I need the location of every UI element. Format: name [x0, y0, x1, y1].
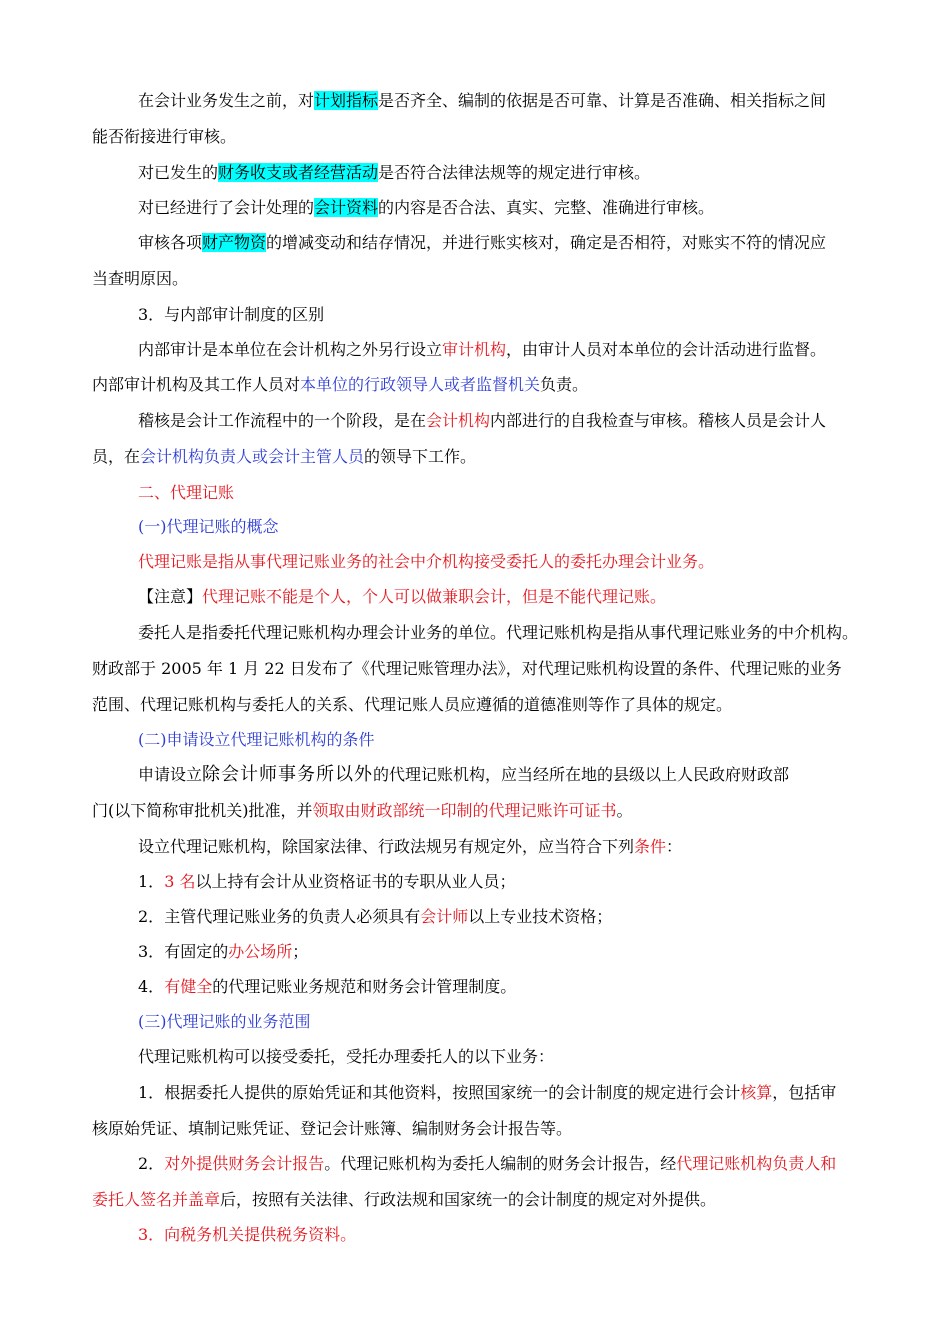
subheading-conditions: (二)申请设立代理记账机构的条件 [138, 730, 375, 749]
text: 员，在 [92, 447, 141, 466]
red-term: 委托人签名并盖章 [92, 1190, 221, 1209]
text: 是否符合法律法规等的规定进行审核。 [378, 163, 651, 182]
red-term: 办公场所 [228, 942, 293, 961]
red-term: 条件 [634, 837, 667, 856]
text: 负责。 [540, 375, 589, 394]
business-scope-intro: 代理记账机构可以接受委托，受托办理委托人的以下业务： [138, 1047, 555, 1066]
note-text: 代理记账不能是个人，个人可以做兼职会计，但是不能代理记账。 [202, 587, 667, 606]
text: ； [292, 942, 309, 961]
red-term: 对外提供财务会计报告 [164, 1154, 325, 1173]
text: 审核各项 [138, 233, 203, 252]
text: ，由审计人员对本单位的会计活动进行监督。 [506, 340, 827, 359]
internal-audit-para [138, 333, 882, 367]
heading-internal-audit-diff: 3．与内部审计制度的区别 [138, 305, 325, 324]
red-term: 审计机构 [442, 340, 507, 359]
condition-item-2 [138, 900, 882, 934]
review-property-materials-cont [92, 262, 882, 296]
red-term: 领取由财政部统一印制的代理记账许可证书 [312, 801, 617, 820]
text: 的领导下工作。 [364, 447, 477, 466]
client-definition-line3: 范围、代理记账机构与委托人的关系、代理记账人员应遵循的道德准则等作了具体的规定。 [92, 695, 733, 714]
review-plan-indicators-cont [92, 120, 882, 154]
business-item-2-cont [92, 1183, 882, 1217]
text: 是否齐全、编制的依据是否可靠、计算是否准确、相关指标之间 [378, 91, 827, 110]
audit-check-para [138, 404, 882, 438]
highlighted-term: 财务收支或者经营活动 [218, 163, 379, 182]
definition-line: 代理记账是指从事代理记账业务的社会中介机构接受委托人的委托办理会计业务。 [138, 552, 715, 571]
subheading-concept: (一)代理记账的概念 [138, 517, 279, 536]
business-item-2 [138, 1147, 882, 1181]
text: 后，按照有关法律、行政法规和国家统一的会计制度的规定对外提供。 [220, 1190, 717, 1209]
text: 内部审计是本单位在会计机构之外另行设立 [138, 340, 443, 359]
text: 的代理记账业务规范和财务会计管理制度。 [212, 977, 517, 996]
review-property-materials [138, 226, 882, 260]
conditions-intro [138, 830, 882, 864]
application-para [138, 758, 882, 792]
text: ： [666, 837, 683, 856]
business-item-1 [138, 1076, 882, 1110]
text: 内部审计机构及其工作人员对 [92, 375, 301, 394]
text: 当查明原因。 [92, 269, 189, 288]
highlighted-term: 会计资料 [314, 198, 379, 217]
text: 以上持有会计从业资格证书的专职从业人员； [195, 872, 516, 891]
heading-agency-bookkeeping: 二、代理记账 [138, 483, 235, 502]
blue-term: 会计机构负责人或会计主管人员 [140, 447, 365, 466]
text: 根据委托人提供的原始凭证和其他资料，按照国家统一的会计制度的规定进行会计 [164, 1083, 741, 1102]
subheading-business-scope: (三)代理记账的业务范围 [138, 1012, 311, 1031]
note-label: 【注意】 [138, 587, 203, 606]
item-number: 4． [138, 977, 165, 996]
text: 对已经进行了会计处理的 [138, 198, 315, 217]
text: 内部进行的自我检查与审核。稽核人员是会计人 [490, 411, 827, 430]
text: 门(以下简称审批机关)批准，并 [92, 801, 313, 820]
text: 的内容是否合法、真实、完整、准确进行审核。 [378, 198, 715, 217]
text: 。 [616, 801, 633, 820]
text: 以上专业技术资格； [468, 907, 613, 926]
item-number: 2． [138, 1154, 165, 1173]
item-number: 1． [138, 1083, 165, 1102]
business-item-1-cont: 核原始凭证、填制记账凭证、登记会计账簿、编制财务会计报告等。 [92, 1119, 573, 1138]
text: 主管代理记账业务的负责人必须具有 [164, 907, 421, 926]
red-term: 核算 [740, 1083, 773, 1102]
text: 设立代理记账机构，除国家法律、行政法规另有规定外，应当符合下列 [138, 837, 635, 856]
red-term: 3 名 [164, 872, 196, 891]
client-definition-line1: 委托人是指委托代理记账机构办理会计业务的单位。代理记账机构是指从事代理记账业务的中介机构。 [138, 623, 859, 642]
application-para-cont [92, 794, 882, 828]
text: 能否衔接进行审核。 [92, 127, 237, 146]
red-term: 会计机构 [426, 411, 491, 430]
highlighted-term: 计划指标 [314, 91, 379, 110]
note-line [138, 580, 882, 614]
review-income-expense [138, 156, 882, 190]
text: 在会计业务发生之前，对 [138, 91, 315, 110]
red-term: 有健全 [164, 977, 213, 996]
item-number: 3． [138, 942, 165, 961]
item-number: 1． [138, 872, 165, 891]
review-plan-indicators [138, 84, 882, 118]
emphasized-term: 除会计师事务所以外 [202, 764, 374, 785]
review-accounting-data [138, 191, 882, 225]
condition-item-4 [138, 970, 882, 1004]
business-item-3: 3．向税务机关提供税务资料。 [138, 1225, 357, 1244]
item-number: 2． [138, 907, 165, 926]
text: 稽核是会计工作流程中的一个阶段，是在 [138, 411, 427, 430]
client-definition-line2: 财政部于 2005 年 1 月 22 日发布了《代理记账管理办法》，对代理记账机构设置的条件、代理记账的业务 [92, 659, 842, 678]
condition-item-1 [138, 865, 882, 899]
text: 的代理记账机构，应当经所在地的县级以上人民政府财政部 [373, 765, 790, 784]
audit-check-para-cont [92, 440, 882, 474]
text: 。代理记账机构为委托人编制的财务会计报告，经 [324, 1154, 677, 1173]
red-term: 代理记账机构负责人和 [676, 1154, 837, 1173]
text: 申请设立 [138, 765, 203, 784]
red-term: 会计师 [420, 907, 469, 926]
condition-item-3 [138, 935, 882, 969]
text: ，包括审 [772, 1083, 837, 1102]
internal-audit-para-cont [92, 368, 882, 402]
blue-term: 本单位的行政领导人或者监督机关 [300, 375, 541, 394]
text: 有固定的 [164, 942, 229, 961]
highlighted-term: 财产物资 [202, 233, 267, 252]
text: 的增减变动和结存情况，并进行账实核对，确定是否相符，对账实不符的情况应 [266, 233, 827, 252]
text: 对已发生的 [138, 163, 219, 182]
